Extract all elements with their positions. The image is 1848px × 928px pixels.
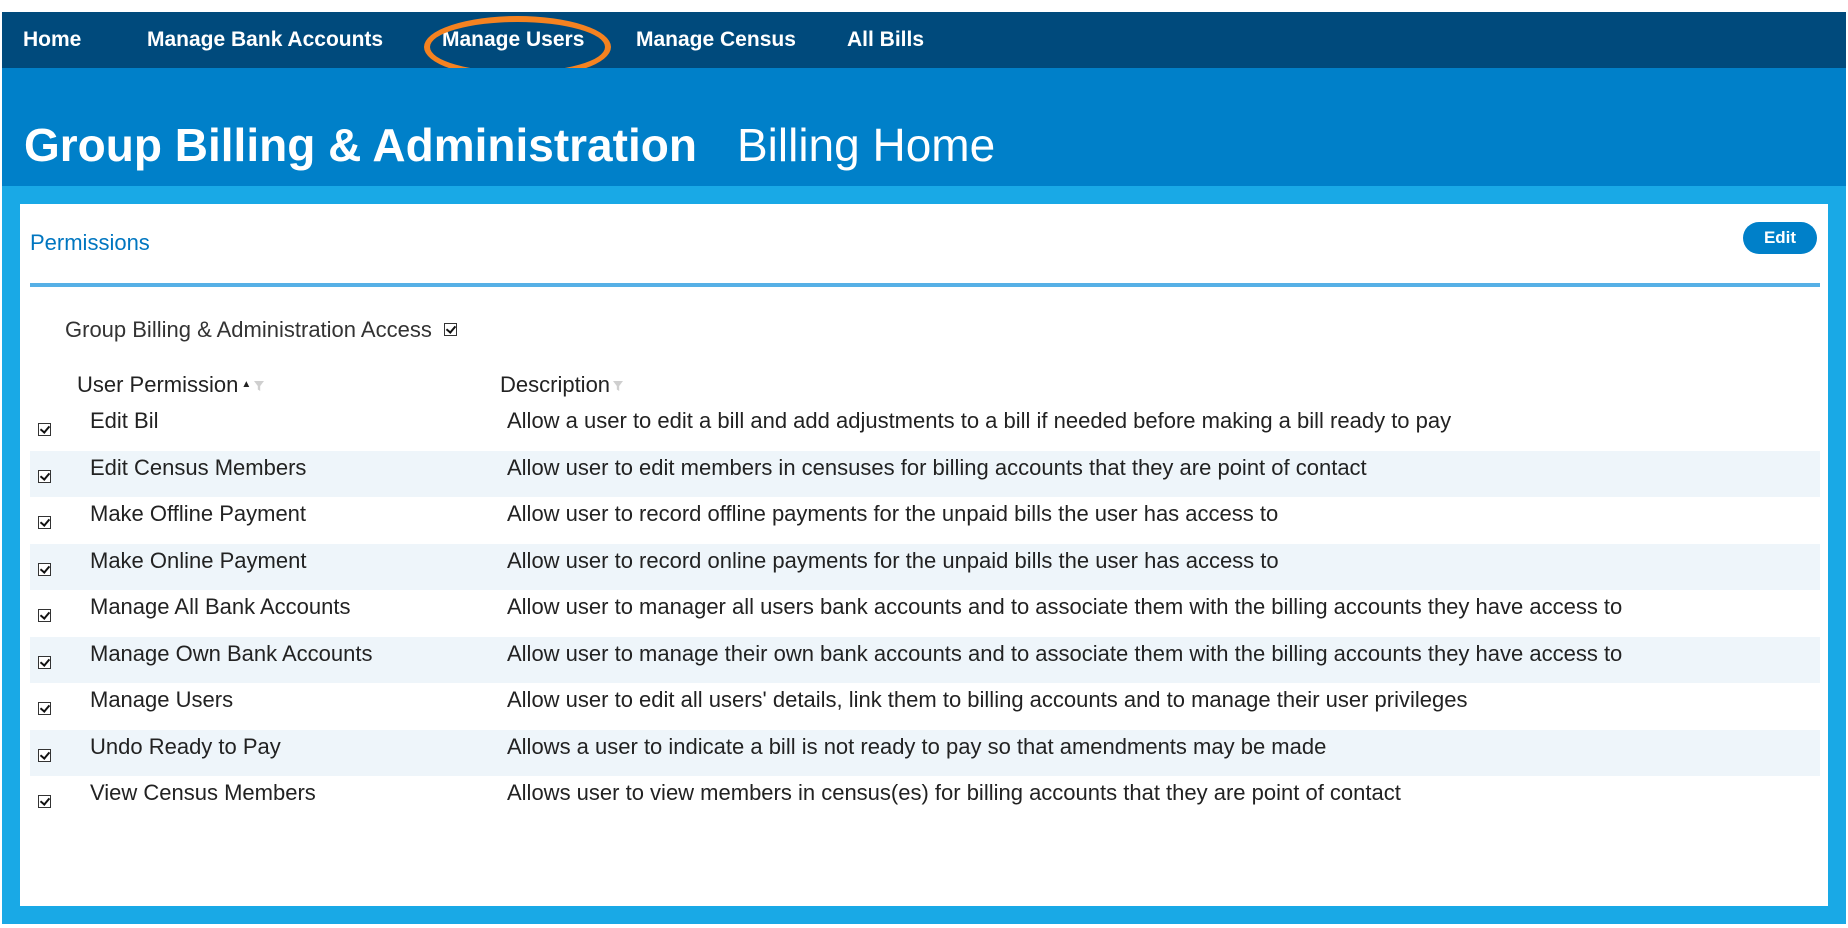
nav-item-home[interactable]: Home [23,28,82,51]
table-row [30,776,1820,823]
table-row [30,404,1820,451]
panel-divider [30,283,1820,287]
permission-description: Allow user to edit all users' details, link them to billing accounts and to manage their user privileges [507,687,1468,712]
access-checkbox[interactable] [444,323,457,336]
permissions-title: Permissions [30,230,150,255]
permission-name: Edit Bil [90,408,159,433]
row-checkbox[interactable] [38,516,51,529]
nav-item-manage-bank-accounts[interactable]: Manage Bank Accounts [147,28,384,51]
table-row [30,637,1820,684]
row-checkbox[interactable] [38,702,51,715]
permission-name: Make Online Payment [90,547,307,573]
column-header-description[interactable] [500,369,624,401]
top-nav [2,12,1846,68]
permission-name: Make Offline Payment [90,501,307,526]
row-checkbox[interactable] [38,749,51,762]
permission-description: Allow user to manage their own bank accounts and to associate them with the billing accounts they have access to [507,640,1623,666]
permission-name: View Census Members [90,780,316,805]
row-checkbox[interactable] [38,656,51,669]
app-title: Group Billing & Administration [24,119,697,171]
row-checkbox[interactable] [38,609,51,622]
table-row [30,590,1820,637]
permission-description: Allows a user to indicate a bill is not ready to pay so that amendments may be made [507,733,1327,759]
sort-ascending-icon[interactable]: ▲ [241,379,252,390]
content-frame [2,186,1846,924]
table-row [30,544,1820,591]
table-row [30,451,1820,498]
permission-name: Manage Users [90,687,234,712]
row-checkbox[interactable] [38,795,51,808]
access-row [65,314,457,346]
column-header-user-permission[interactable] [77,369,265,401]
filter-icon[interactable] [612,379,624,393]
table-row [30,683,1820,730]
permission-name: Manage All Bank Accounts [90,594,351,619]
row-checkbox[interactable] [38,470,51,483]
permission-name: Undo Ready to Pay [90,733,281,759]
permission-description: Allow user to record offline payments for the unpaid bills the user has access to [507,501,1279,526]
page-title: Billing Home [737,119,996,171]
permissions-panel [20,204,1828,906]
table-row [30,730,1820,777]
column-header-description-label: Description [500,372,611,397]
nav-item-all-bills[interactable]: All Bills [847,28,925,51]
row-checkbox[interactable] [38,423,51,436]
permission-description: Allow a user to edit a bill and add adjustments to a bill if needed before making a bill ready to pay [507,408,1452,433]
permission-description: Allow user to edit members in censuses for billing accounts that they are point of contact [507,454,1367,480]
permissions-table [30,404,1820,823]
edit-button[interactable]: Edit [1743,222,1817,254]
permission-name: Manage Own Bank Accounts [90,640,373,666]
nav-item-manage-census[interactable]: Manage Census [636,28,796,51]
permission-description: Allows user to view members in census(es) for billing accounts that they are point of contact [507,780,1401,805]
nav-item-manage-users[interactable]: Manage Users [442,28,585,51]
permission-name: Edit Census Members [90,454,307,480]
row-checkbox[interactable] [38,563,51,576]
access-label: Group Billing & Administration Access [65,317,432,342]
permission-description: Allow user to manager all users bank accounts and to associate them with the billing accounts they have access to [507,594,1623,619]
permission-description: Allow user to record online payments for the unpaid bills the user has access to [507,547,1279,573]
table-row [30,497,1820,544]
column-header-user-permission-label: User Permission [77,372,239,397]
page-header [2,68,1846,186]
filter-icon[interactable] [253,379,265,393]
